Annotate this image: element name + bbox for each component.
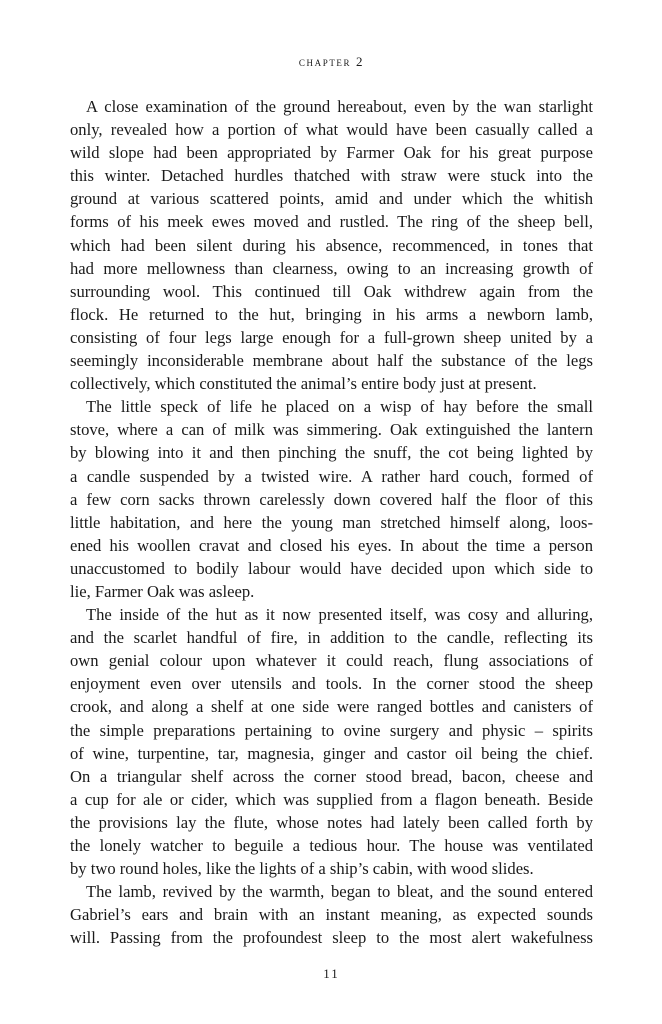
text-line: Gabriel’s ears and brain with an instant meaning, as expected sounds	[70, 905, 593, 925]
text-line: On a triangular shelf across the corner stood bread, bacon, cheese and	[70, 766, 593, 786]
text-line: collectively, which constituted the animal’s entire body just at present.	[70, 374, 537, 394]
text-line: only, revealed how a portion of what would have been casually called a	[70, 120, 593, 140]
text-line: lie, Farmer Oak was asleep.	[70, 581, 255, 601]
book-page	[70, 0, 593, 1024]
text-line: wild slope had been appropriated by Farmer Oak for his great purpose	[70, 143, 593, 163]
text-line: ground at various scattered points, amid and under which the whitish	[70, 189, 593, 209]
text-line: the provisions lay the flute, whose notes had lately been called forth by	[70, 812, 593, 832]
text-line: The little speck of life he placed on a wisp of hay before the small	[86, 397, 593, 417]
text-line: by two round holes, like the lights of a ship’s cabin, with wood slides.	[70, 859, 534, 879]
text-line: enjoyment even over utensils and tools. In the corner stood the sheep	[70, 674, 593, 694]
text-line: little habitation, and here the young man stretched himself along, loos-	[70, 512, 593, 532]
running-head: chapter 2	[298, 54, 365, 69]
text-line: of wine, turpentine, tar, magnesia, ginger and castor oil being the chief.	[70, 743, 593, 763]
text-line: a cup for ale or cider, which was supplied from a flagon beneath. Beside	[70, 789, 593, 809]
text-line: a candle suspended by a twisted wire. A rather hard couch, formed of	[70, 466, 593, 486]
text-line: the simple preparations pertaining to ovine surgery and physic – spirits	[70, 720, 593, 740]
text-line: The lamb, revived by the warmth, began to bleat, and the sound entered	[86, 882, 593, 902]
text-line: crook, and along a shelf at one side were ranged bottles and canisters of	[70, 697, 593, 717]
text-line: and the scarlet handful of fire, in addition to the candle, reflecting its	[70, 628, 593, 648]
text-line: flock. He returned to the hut, bringing in his arms a newborn lamb,	[70, 304, 593, 324]
text-line: A close examination of the ground hereabout, even by the wan starlight	[86, 97, 593, 116]
text-line: the lonely watcher to beguile a tedious hour. The house was ventilated	[70, 836, 593, 855]
paragraph	[70, 395, 593, 603]
text-line: unaccustomed to bodily labour would have decided upon which side to	[70, 558, 593, 578]
text-line: which had been silent during his absence, recommenced, in tones that	[70, 235, 593, 255]
text-line: had more mellowness than clearness, owing to an increasing growth of	[70, 258, 593, 278]
text-line: ened his woollen cravat and closed his eyes. In about the time a person	[70, 535, 593, 555]
text-line: a few corn sacks thrown carelessly down covered half the floor of this	[70, 489, 593, 509]
text-line: own genial colour upon whatever it could reach, flung associations of	[70, 651, 593, 671]
text-line: consisting of four legs large enough for a full-grown sheep united by a	[70, 327, 593, 347]
text-line: seemingly inconsiderable membrane about half the substance of the legs	[70, 351, 593, 371]
text-line: will. Passing from the profoundest sleep to the most alert wakefulness	[70, 928, 593, 948]
text-line: this winter. Detached hurdles thatched with straw were stuck into the	[70, 166, 593, 186]
text-line: surrounding wool. This continued till Oak withdrew again from the	[70, 281, 593, 301]
paragraph	[70, 603, 593, 880]
text-line: by blowing into it and then pinching the snuff, the cot being lighted by	[70, 443, 593, 463]
page-number: 11	[323, 966, 340, 981]
paragraph	[70, 880, 593, 949]
text-line: The inside of the hut as it now presented itself, was cosy and alluring,	[86, 605, 593, 625]
paragraph	[70, 95, 593, 395]
text-line: forms of his meek ewes moved and rustled. The ring of the sheep bell,	[70, 212, 593, 232]
body-text	[70, 95, 593, 949]
text-line: stove, where a can of milk was simmering. Oak extinguished the lantern	[70, 420, 593, 440]
